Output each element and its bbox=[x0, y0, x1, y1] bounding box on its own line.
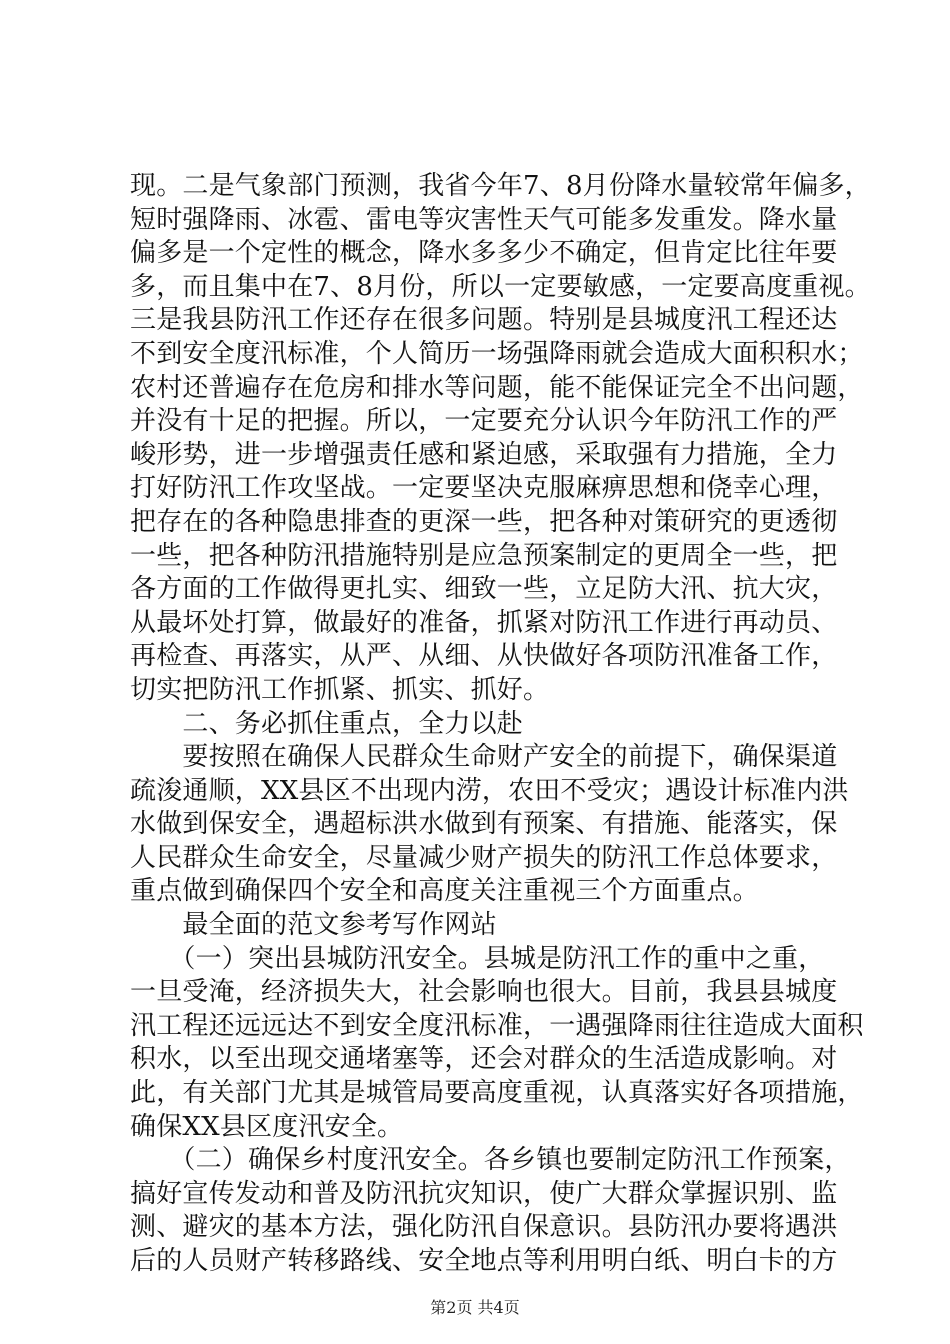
text-line: （一）突出县城防汛安全。县城是防汛工作的重中之重， bbox=[130, 943, 825, 974]
text-line: 后的人员财产转移路线、安全地点等利用明白纸、明白卡的方 bbox=[130, 1246, 838, 1276]
text-line: （二）确保乡村度汛安全。各乡镇也要制定防汛工作预案， bbox=[130, 1145, 851, 1176]
text-line: 要按照在确保人民群众生命财产安全的前提下，确保渠道 bbox=[130, 742, 838, 773]
text-line: 重点做到确保四个安全和高度关注重视三个方面重点。 bbox=[130, 876, 759, 907]
text-line: 从最坏处打算，做最好的准备，抓紧对防汛工作进行再动员、 bbox=[130, 607, 838, 638]
section-heading: 二、务必抓住重点，全力以赴 bbox=[130, 708, 524, 739]
text-line: 汛工程还远远达不到安全度汛标准，一遇强降雨往往造成大面积 bbox=[130, 1010, 864, 1041]
text-line: 各方面的工作做得更扎实、细致一些，立足防大汛、抗大灾， bbox=[130, 574, 838, 605]
text-line: 切实把防汛工作抓紧、抓实、抓好。 bbox=[130, 674, 550, 705]
text-line: 偏多是一个定性的概念，降水多多少不确定，但肯定比往年要 bbox=[130, 238, 838, 269]
text-line: 农村还普遍存在危房和排水等问题，能不能保证完全不出问题， bbox=[130, 372, 864, 403]
text-line: 最全面的范文参考写作网站 bbox=[130, 910, 497, 941]
text-line: 水做到保安全，遇超标洪水做到有预案、有措施、能落实，保 bbox=[130, 809, 838, 840]
text-line: 疏浚通顺，XX县区不出现内涝，农田不受灾；遇设计标准内洪 bbox=[130, 775, 849, 806]
text-line: 短时强降雨、冰雹、雷电等灾害性天气可能多发重发。降水量 bbox=[130, 204, 838, 235]
text-line: 此，有关部门尤其是城管局要高度重视，认真落实好各项措施， bbox=[130, 1078, 864, 1109]
text-line: 搞好宣传发动和普及防汛抗灾知识，使广大群众掌握识别、监 bbox=[130, 1178, 838, 1209]
text-line: 打好防汛工作攻坚战。一定要坚决克服麻痹思想和侥幸心理， bbox=[130, 473, 838, 504]
text-line: 一些，把各种防汛措施特别是应急预案制定的更周全一些，把 bbox=[130, 540, 838, 571]
text-line: 并没有十足的把握。所以，一定要充分认识今年防汛工作的严 bbox=[130, 406, 838, 437]
text-line: 多，而且集中在7、8月份，所以一定要敏感，一定要高度重视。 bbox=[130, 271, 871, 302]
text-line: 三是我县防汛工作还存在很多问题。特别是县城度汛工程还达 bbox=[130, 305, 838, 336]
text-line: 再检查、再落实，从严、从细、从快做好各项防汛准备工作， bbox=[130, 641, 838, 672]
text-line: 一旦受淹，经济损失大，社会影响也很大。目前，我县县城度 bbox=[130, 977, 838, 1008]
text-line: 确保XX县区度汛安全。 bbox=[130, 1111, 404, 1142]
text-line: 测、避灾的基本方法，强化防汛自保意识。县防汛办要将遇洪 bbox=[130, 1212, 838, 1243]
document-body bbox=[130, 170, 871, 1279]
text-line: 不到安全度汛标准，个人简历一场强降雨就会造成大面积积水； bbox=[130, 338, 864, 369]
text-line: 积水，以至出现交通堵塞等，还会对群众的生活造成影响。对 bbox=[130, 1044, 838, 1075]
text-line: 峻形势，进一步增强责任感和紧迫感，采取强有力措施，全力 bbox=[130, 439, 838, 470]
text-line: 人民群众生命安全，尽量减少财产损失的防汛工作总体要求， bbox=[130, 842, 838, 873]
text-line: 把存在的各种隐患排查的更深一些，把各种对策研究的更透彻 bbox=[130, 506, 838, 537]
text-line: 现。二是气象部门预测，我省今年7、8月份降水量较常年偏多， bbox=[130, 171, 871, 201]
page-number-footer: 第2页 共4页 bbox=[430, 1298, 520, 1317]
